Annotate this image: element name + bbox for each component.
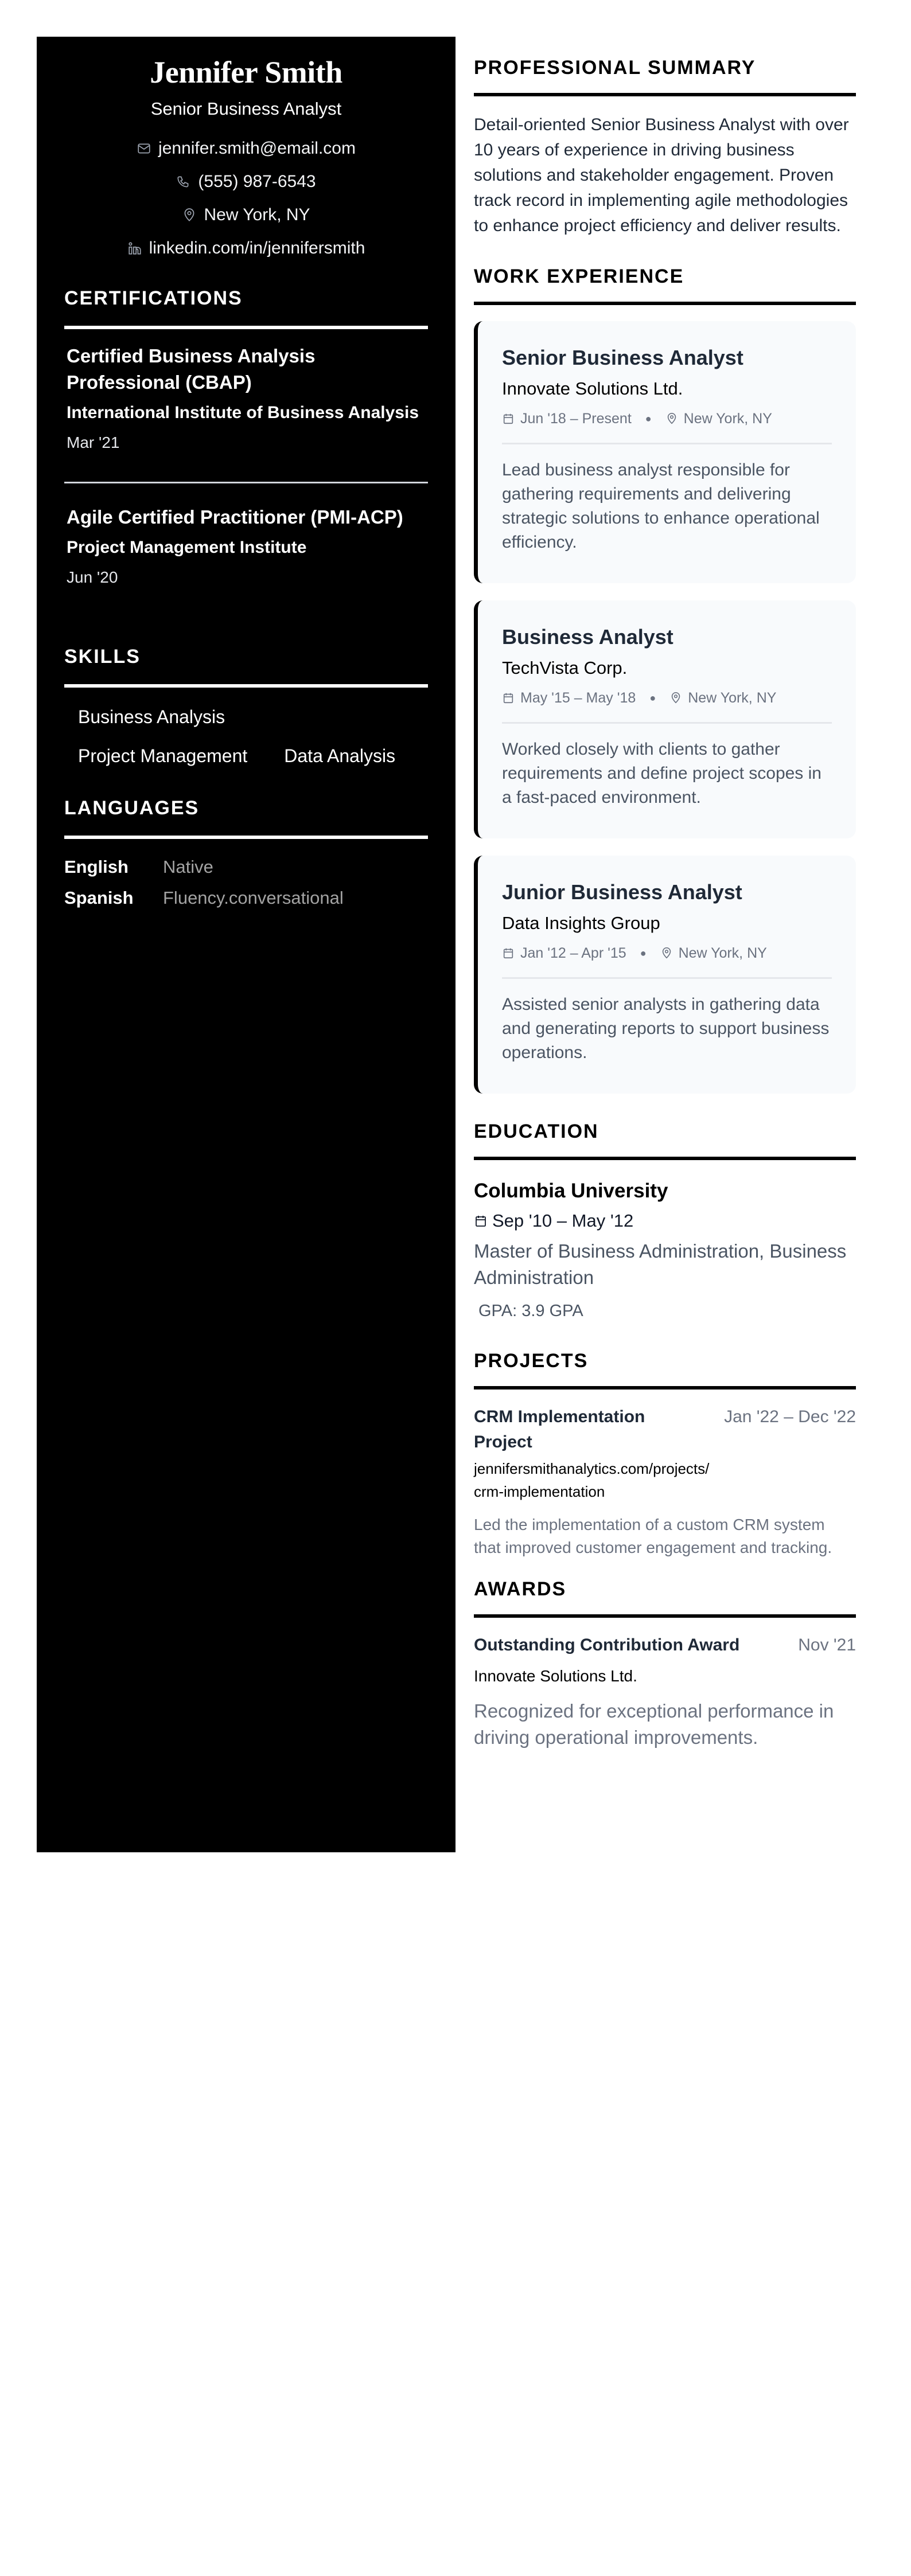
section-divider [474,1614,856,1618]
experience-section [474,264,856,1094]
linkedin-icon [127,241,142,256]
section-divider [64,326,428,329]
language-name: Spanish [64,888,134,908]
certification-issuer: International Institute of Business Analysis [67,403,419,422]
map-pin-icon [665,412,678,425]
language-item [64,883,428,914]
job-description: Worked closely with clients to gather requirements and define project scopes in a fast-paced environment. [502,740,822,807]
skill-item: Business Analysis [78,707,225,727]
skill-item: Data Analysis [284,746,396,766]
summary-section [474,55,856,239]
section-divider [64,836,428,839]
projects-heading: PROJECTS [474,1350,589,1372]
job-location: New York, NY [678,945,767,961]
email-text: jennifer.smith@email.com [158,139,356,158]
certification-item [64,504,428,589]
linkedin-text: linkedin.com/in/jennifersmith [149,239,365,257]
job-title: Junior Business Analyst [502,880,742,904]
job-location: New York, NY [688,690,777,706]
certification-title: Agile Certified Practitioner (PMI-ACP) [67,506,403,528]
languages-list [64,852,428,914]
award-header [474,1633,856,1658]
contact-phone[interactable] [64,165,428,198]
job-meta [502,688,832,708]
project-description: Led the implementation of a custom CRM system that improved customer engagement and tracking. [474,1516,832,1556]
resume-page [37,37,856,1852]
section-divider [474,1386,856,1390]
education-heading: EDUCATION [474,1121,599,1142]
section-divider [474,93,856,96]
job-card [474,856,856,1094]
award-organization: Innovate Solutions Ltd. [474,1667,637,1685]
award-description: Recognized for exceptional performance in driving operational improvements. [474,1700,834,1748]
section-divider [474,302,856,305]
experience-heading: WORK EXPERIENCE [474,266,684,287]
job-company: Data Insights Group [502,913,660,933]
job-dates: Jun '18 – Present [520,411,632,427]
candidate-name: Jennifer Smith [150,55,342,89]
separator-dot: ● [649,692,656,704]
skills-list [64,688,420,768]
job-divider [502,443,832,444]
map-pin-icon [660,947,673,959]
project-link[interactable]: jennifersmithanalytics.com/projects/crm-implementation [474,1460,710,1500]
calendar-icon [502,692,515,704]
certifications-heading: CERTIFICATIONS [64,287,243,309]
summary-text: Detail-oriented Senior Business Analyst with over 10 years of experience in driving business solutions and stakeholder engagement. Proven track record in implementing agile methodologies to enhance project efficiency and deliver results. [474,115,849,235]
language-item [64,852,428,883]
job-title: Business Analyst [502,625,673,649]
calendar-icon [474,1214,488,1228]
contact-location [64,198,428,232]
job-description: Lead business analyst responsible for gathering requirements and delivering strategic solutions to enhance operational efficiency. [502,460,820,552]
certification-item [64,343,428,454]
awards-section [474,1576,856,1751]
certification-title: Certified Business Analysis Professional (CBAP) [67,345,316,393]
skills-heading: SKILLS [64,646,141,668]
sidebar [37,37,456,1852]
language-level: Native [163,857,213,877]
job-location: New York, NY [683,411,772,427]
awards-heading: AWARDS [474,1578,567,1600]
mail-icon [137,141,151,156]
education-gpa: GPA: 3.9 GPA [478,1302,583,1320]
location-text: New York, NY [204,205,310,224]
education-dates: Sep '10 – May '12 [492,1211,634,1231]
project-title: CRM Implementation Project [474,1407,645,1451]
job-divider [502,977,832,979]
project-header [474,1404,856,1455]
certification-date: Jun '20 [67,568,118,586]
job-meta [502,943,832,963]
contact-list [64,132,428,265]
education-dates-row [474,1208,856,1234]
languages-heading: LANGUAGES [64,797,200,819]
calendar-icon [502,412,515,425]
education-school: Columbia University [474,1180,668,1202]
education-section [474,1119,856,1323]
languages-section [64,795,428,914]
job-divider [502,722,832,724]
language-level: Fluency.conversational [163,888,344,908]
award-date: Nov '21 [798,1636,856,1654]
map-pin-icon [182,208,197,223]
job-meta [502,408,832,429]
skills-section [64,644,428,768]
award-title: Outstanding Contribution Award [474,1636,740,1654]
job-description: Assisted senior analysts in gathering data and generating reports to support business operations. [502,995,830,1062]
candidate-title: Senior Business Analyst [150,99,342,119]
summary-heading: PROFESSIONAL SUMMARY [474,57,756,79]
skill-item: Project Management [78,746,248,766]
job-company: TechVista Corp. [502,658,628,678]
job-card [474,321,856,583]
certification-divider [64,482,428,483]
project-dates: Jan '22 – Dec '22 [724,1407,856,1426]
contact-linkedin[interactable] [64,232,428,265]
phone-text: (555) 987-6543 [198,172,316,191]
certification-issuer: Project Management Institute [67,538,307,557]
language-name: English [64,857,129,877]
calendar-icon [502,947,515,959]
education-degree: Master of Business Administration, Business Administration [474,1240,847,1288]
job-card [474,600,856,838]
map-pin-icon [669,692,682,704]
contact-email[interactable] [64,132,428,165]
main-content [474,37,856,1751]
job-dates: May '15 – May '18 [520,690,636,706]
separator-dot: ● [645,413,652,424]
section-divider [474,1157,856,1160]
certifications-section [64,286,428,589]
phone-icon [176,174,191,189]
certification-date: Mar '21 [67,434,120,451]
job-dates: Jan '12 – Apr '15 [520,945,626,961]
separator-dot: ● [640,947,647,959]
job-company: Innovate Solutions Ltd. [502,378,683,399]
projects-section [474,1348,856,1559]
job-title: Senior Business Analyst [502,346,743,369]
